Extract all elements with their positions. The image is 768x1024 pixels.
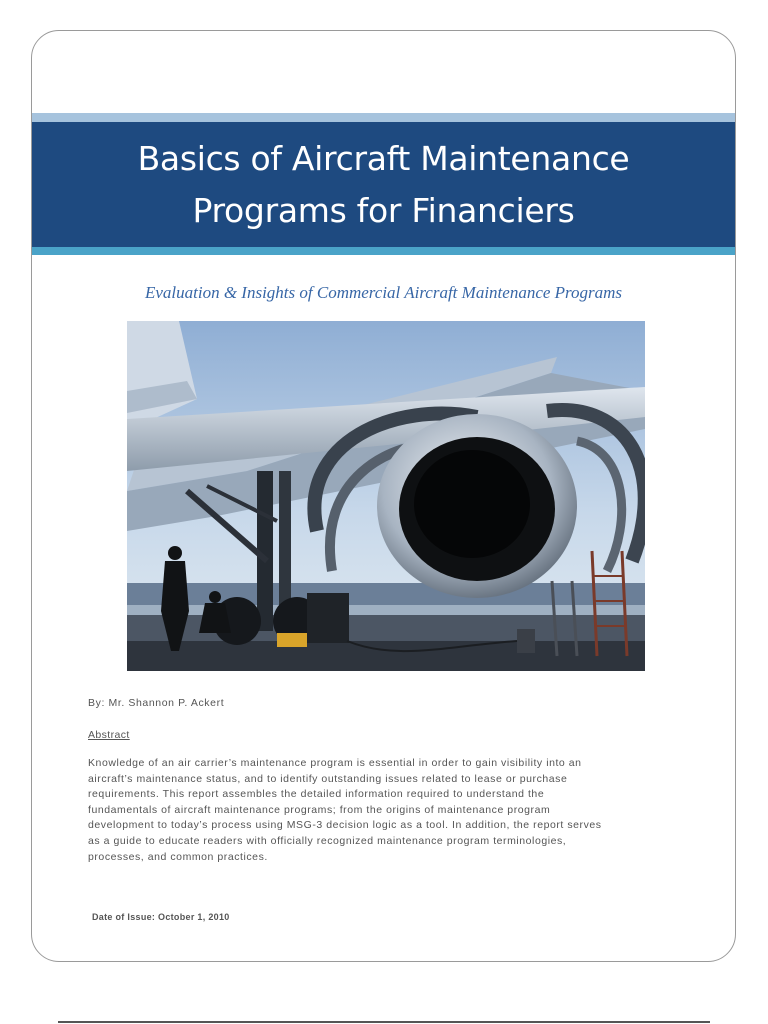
abstract-line: requirements. This report assembles the detailed information required to understand the [88,788,545,801]
title-line-1: Basics of Aircraft Maintenance [137,138,630,178]
footer-rule [58,1021,710,1023]
abstract-heading: Abstract [88,729,130,741]
cover-page [31,30,736,962]
abstract-body [88,756,688,865]
abstract-line: Knowledge of an air carrier’s maintenance program is essential in order to gain visibility into an [88,757,582,769]
title-banner [32,122,735,247]
title-band-bottom [32,247,735,255]
abstract-line: as a guide to educate readers with officially recognized maintenance program terminologies, [88,834,567,847]
abstract-line: development to today’s process using MSG-3 decision logic as a tool. In addition, the report serves [88,819,602,832]
author-byline: By: Mr. Shannon P. Ackert [88,697,225,709]
subtitle: Evaluation & Insights of Commercial Aircraft Maintenance Programs [144,283,623,302]
title-line-2: Programs for Financiers [192,190,575,230]
abstract-line: processes, and common practices. [88,850,268,863]
title-band-top [32,113,735,122]
issue-date: Date of Issue: October 1, 2010 [92,912,230,922]
abstract-line: fundamentals of aircraft maintenance programs; from the origins of maintenance program [88,803,551,816]
abstract-line: aircraft’s maintenance status, and to identify outstanding issues related to lease or purchase [88,772,568,785]
aircraft-engine-photo [127,321,645,671]
